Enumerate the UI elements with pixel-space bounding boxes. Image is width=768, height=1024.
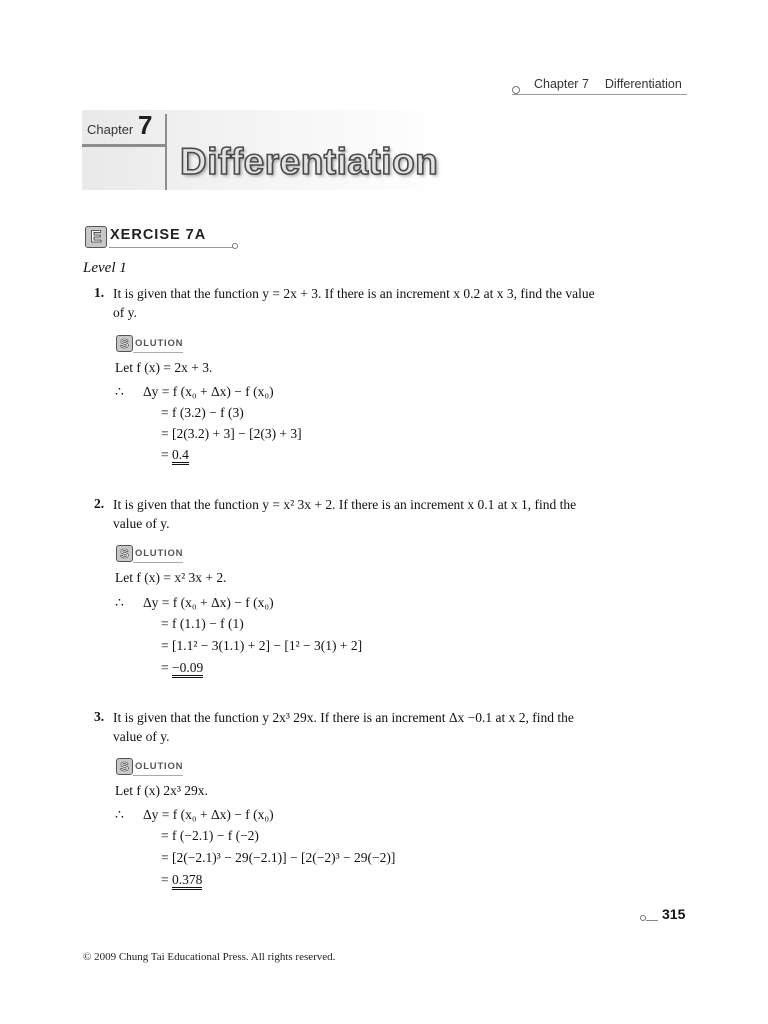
- question-text-line: It is given that the function y = x² 3x + 2. If there is an increment x 0.1 at x 1, find the: [113, 497, 577, 512]
- therefore-symbol: ∴: [115, 596, 124, 611]
- solution-badge: [116, 545, 186, 563]
- question-number: 2.: [94, 496, 105, 511]
- level-title: Level 1: [83, 260, 127, 276]
- final-answer: −0.09: [172, 660, 203, 678]
- question-number: 3.: [94, 709, 105, 724]
- solution-badge: [116, 335, 186, 353]
- solution-letter-icon: S: [116, 758, 133, 775]
- solution-step: = f (−2.1) − f (−2): [161, 828, 259, 843]
- solution-let-line: Let f (x) = 2x + 3.: [115, 360, 213, 375]
- solution-step: = f (1.1) − f (1): [161, 616, 244, 631]
- solution-label: OLUTION: [135, 338, 184, 349]
- exercise-heading: [85, 226, 237, 248]
- solution-answer-line: [161, 872, 202, 890]
- header-chapter-label: Chapter 7: [534, 77, 589, 91]
- chapter-title: Differentiation: [180, 141, 439, 182]
- solution-let-line: Let f (x) = x² 3x + 2.: [115, 570, 227, 585]
- running-header-text: [534, 77, 698, 91]
- copyright-notice: © 2009 Chung Tai Educational Press. All rights reserved.: [83, 951, 336, 963]
- answer-prefix: =: [161, 872, 172, 887]
- chapter-number: 7: [138, 110, 153, 140]
- solution-label: OLUTION: [135, 548, 184, 559]
- page-number-decoration: [640, 912, 658, 922]
- final-answer: 0.4: [172, 447, 189, 465]
- therefore-symbol: ∴: [115, 808, 124, 823]
- question-number: 1.: [94, 285, 105, 300]
- banner-bar: [82, 144, 165, 147]
- solution-step: Δy = f (x₀ + Δx) − f (x₀): [143, 595, 274, 610]
- answer-prefix: =: [161, 447, 172, 462]
- solution-label: OLUTION: [135, 761, 184, 772]
- solution-let-line: Let f (x) 2x³ 29x.: [115, 783, 208, 798]
- therefore-symbol: ∴: [115, 385, 124, 400]
- running-header: [512, 77, 687, 95]
- question-text-line: It is given that the function y 2x³ 29x. If there is an increment Δx −0.1 at x 2, find the: [113, 710, 574, 725]
- solution-letter-icon: S: [116, 335, 133, 352]
- question-text: [113, 284, 685, 322]
- solution-answer-line: [161, 660, 203, 678]
- solution-letter-icon: S: [116, 545, 133, 562]
- header-rule: [512, 94, 687, 95]
- bullet-icon: [232, 243, 238, 249]
- question-text: [113, 708, 685, 746]
- solution-step: Δy = f (x₀ + Δx) − f (x₀): [143, 384, 274, 399]
- solution-step: = [2(3.2) + 3] − [2(3) + 3]: [161, 426, 302, 441]
- solution-step: = [1.1² − 3(1.1) + 2] − [1² − 3(1) + 2]: [161, 638, 363, 653]
- header-chapter-name: Differentiation: [604, 77, 682, 91]
- final-answer: 0.378: [172, 872, 202, 890]
- solution-answer-line: [161, 447, 189, 465]
- solution-step: = f (3.2) − f (3): [161, 405, 244, 420]
- solution-rule: [133, 352, 183, 353]
- answer-prefix: =: [161, 660, 172, 675]
- solution-step: Δy = f (x₀ + Δx) − f (x₀): [143, 807, 274, 822]
- question-text: [113, 495, 685, 533]
- chapter-word: Chapter: [87, 122, 134, 137]
- bullet-icon: [512, 86, 520, 94]
- exercise-rule: [109, 247, 235, 248]
- solution-step: = [2(−2.1)³ − 29(−2.1)] − [2(−2)³ − 29(−2)]: [161, 850, 396, 865]
- exercise-title: XERCISE 7A: [110, 227, 207, 243]
- question-text-line: value of y.: [113, 729, 170, 744]
- page-number-rule: [646, 920, 658, 921]
- solution-rule: [133, 775, 183, 776]
- banner-divider: [165, 114, 167, 190]
- question-text-line: of y.: [113, 305, 137, 320]
- chapter-banner: [82, 110, 452, 192]
- page-number: 315: [662, 906, 686, 922]
- solution-rule: [133, 562, 183, 563]
- exercise-letter-icon: E: [85, 226, 107, 248]
- question-text-line: value of y.: [113, 516, 170, 531]
- solution-badge: [116, 758, 186, 776]
- question-text-line: It is given that the function y = 2x + 3. If there is an increment x 0.2 at x 3, find the value: [113, 286, 595, 301]
